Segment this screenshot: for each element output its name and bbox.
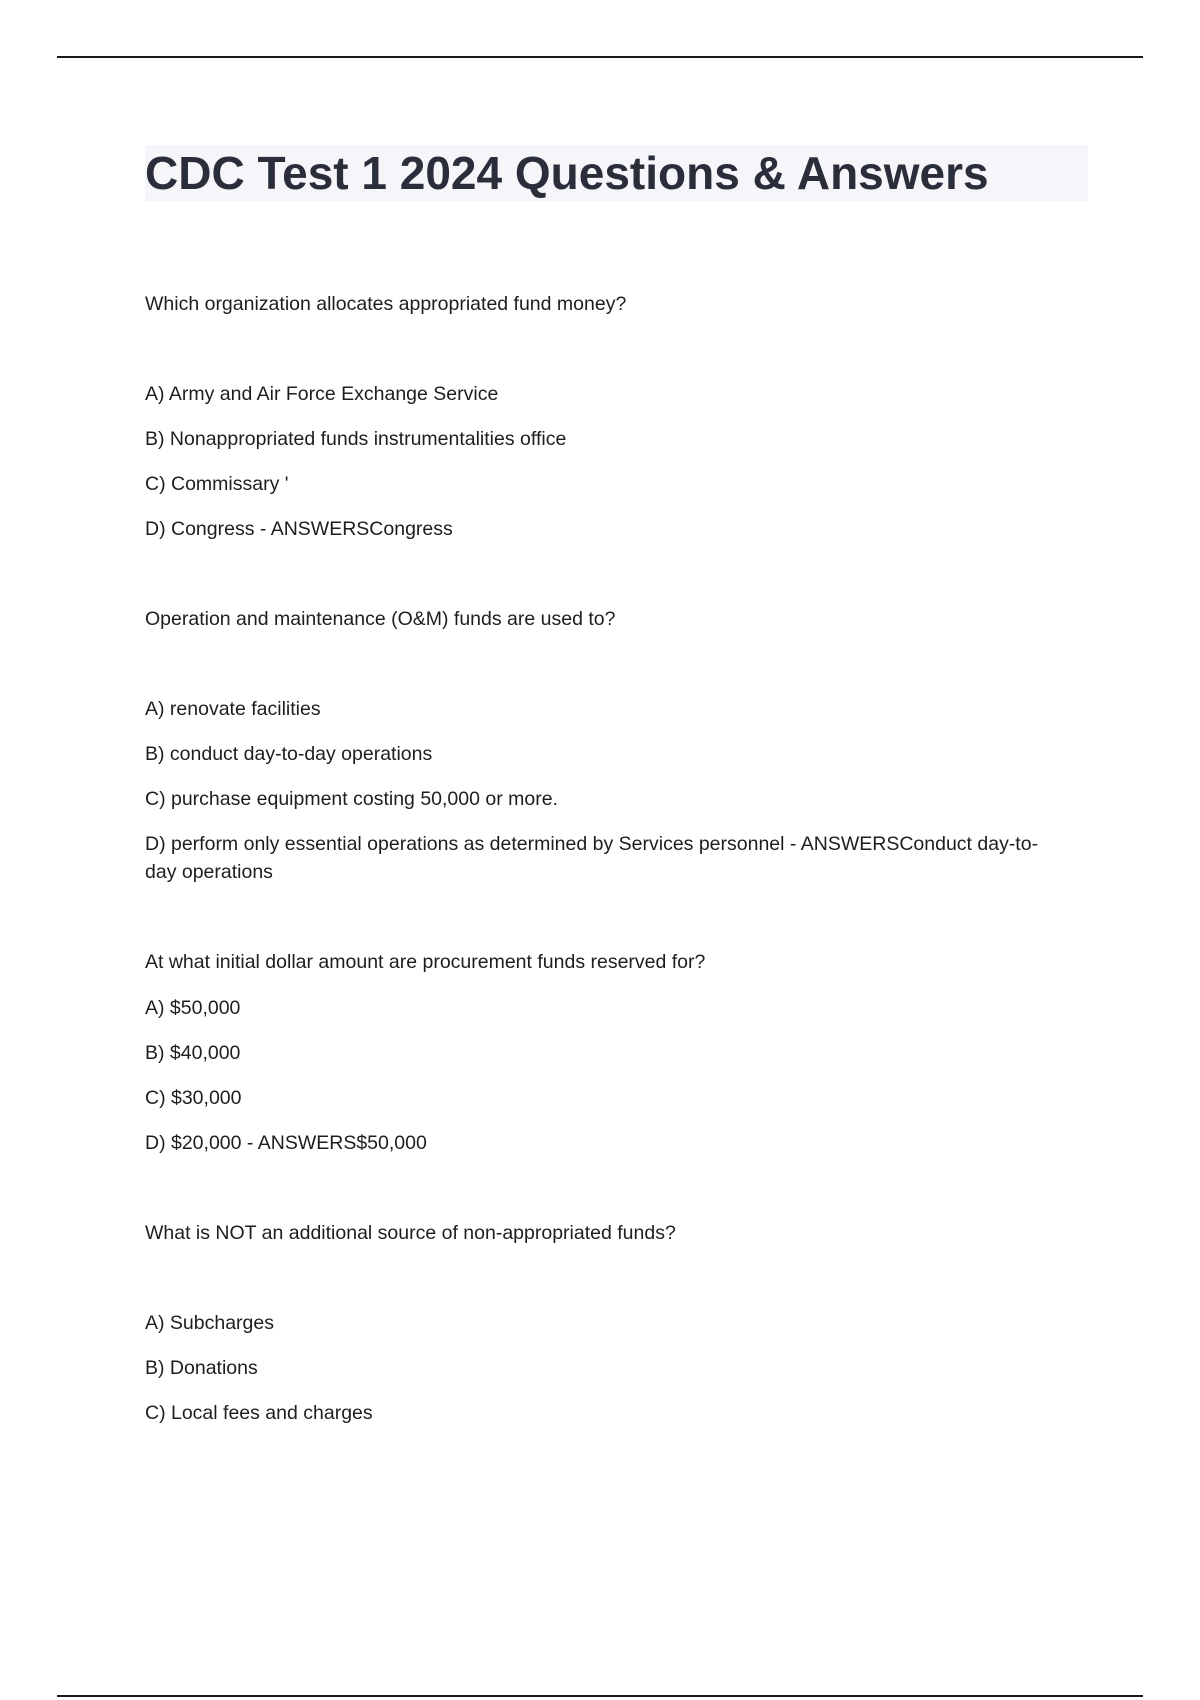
question-3-option-c: C) $30,000 xyxy=(145,1087,242,1109)
question-3-options xyxy=(145,994,1065,1157)
question-3-text: At what initial dollar amount are procurement funds reserved for? xyxy=(145,951,706,973)
question-4-text: What is NOT an additional source of non-appropriated funds? xyxy=(145,1222,676,1244)
question-1-option-c: C) Commissary ' xyxy=(145,473,289,495)
question-1-options xyxy=(145,380,1065,543)
question-3-option-b: B) $40,000 xyxy=(145,1042,241,1064)
question-3-option-a: A) $50,000 xyxy=(145,997,241,1019)
document-body xyxy=(145,290,1065,1489)
top-rule xyxy=(57,56,1143,58)
question-4-option-c: C) Local fees and charges xyxy=(145,1402,373,1424)
question-3-option-d: D) $20,000 - ANSWERS$50,000 xyxy=(145,1132,427,1154)
question-4-options xyxy=(145,1309,1065,1427)
question-2-option-b: B) conduct day-to-day operations xyxy=(145,743,433,765)
question-4-option-b: B) Donations xyxy=(145,1357,258,1379)
question-2-option-a: A) renovate facilities xyxy=(145,698,321,720)
document-title: CDC Test 1 2024 Questions & Answers xyxy=(145,147,989,199)
question-2-text: Operation and maintenance (O&M) funds are used to? xyxy=(145,608,616,630)
question-1-option-a: A) Army and Air Force Exchange Service xyxy=(145,383,499,405)
question-1-text: Which organization allocates appropriated fund money? xyxy=(145,293,627,315)
question-2-options xyxy=(145,695,1065,886)
question-4-option-a: A) Subcharges xyxy=(145,1312,274,1334)
bottom-rule xyxy=(57,1695,1143,1697)
question-1-option-b: B) Nonappropriated funds instrumentalities office xyxy=(145,428,567,450)
question-1-option-d: D) Congress - ANSWERSCongress xyxy=(145,518,453,540)
question-2-option-c: C) purchase equipment costing 50,000 or more. xyxy=(145,788,558,810)
question-2-option-d: D) perform only essential operations as determined by Services personnel - ANSWERSConduct day-to-day operations xyxy=(145,833,1039,883)
